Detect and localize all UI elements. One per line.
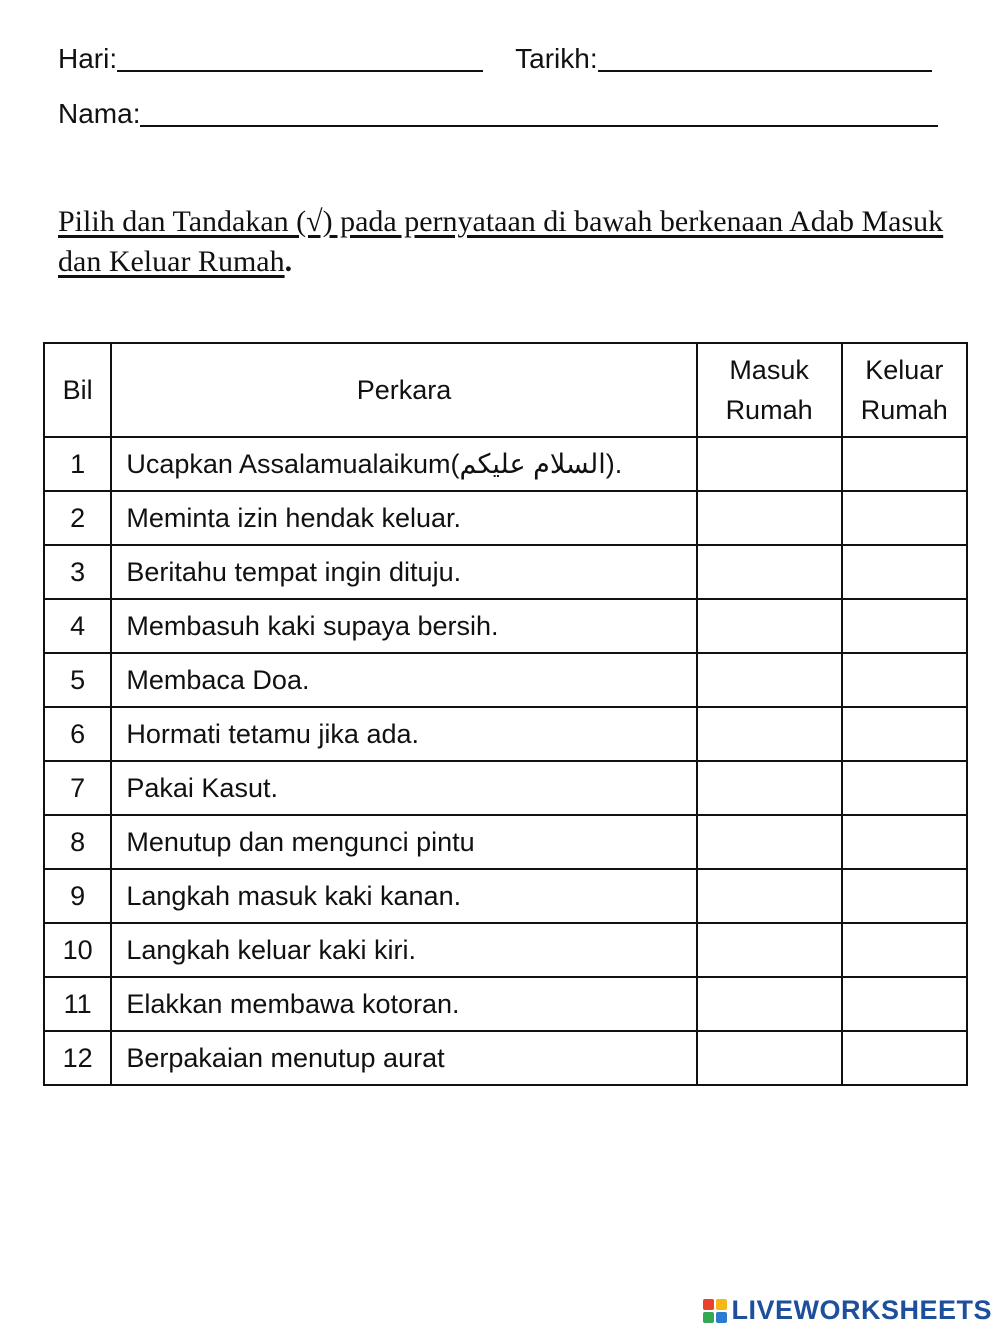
masuk-rumah-checkbox[interactable] (697, 923, 842, 977)
instruction (58, 202, 958, 282)
masuk-rumah-checkbox[interactable] (697, 437, 842, 491)
table-row (44, 491, 967, 545)
row-bil: 9 (44, 869, 111, 923)
row-perkara: Membaca Doa. (111, 653, 696, 707)
row-bil: 12 (44, 1031, 111, 1085)
masuk-rumah-checkbox[interactable] (697, 815, 842, 869)
row-perkara: Meminta izin hendak keluar. (111, 491, 696, 545)
keluar-rumah-checkbox[interactable] (842, 653, 967, 707)
keluar-rumah-checkbox[interactable] (842, 491, 967, 545)
keluar-rumah-checkbox[interactable] (842, 1031, 967, 1085)
header-keluar-line1: Keluar (865, 355, 944, 385)
row-perkara: Beritahu tempat ingin dituju. (111, 545, 696, 599)
row-bil: 7 (44, 761, 111, 815)
row-bil: 4 (44, 599, 111, 653)
row-bil: 5 (44, 653, 111, 707)
masuk-rumah-checkbox[interactable] (697, 545, 842, 599)
header-row-nama (58, 97, 938, 131)
header-row-hari-tarikh (58, 42, 932, 76)
row-bil: 1 (44, 437, 111, 491)
logo-square-green (703, 1312, 714, 1323)
row-bil: 3 (44, 545, 111, 599)
header-keluar-rumah (842, 343, 967, 437)
logo-square-yellow (716, 1299, 727, 1310)
row-bil: 8 (44, 815, 111, 869)
masuk-rumah-checkbox[interactable] (697, 599, 842, 653)
table-row (44, 1031, 967, 1085)
keluar-rumah-checkbox[interactable] (842, 761, 967, 815)
table-row (44, 815, 967, 869)
keluar-rumah-checkbox[interactable] (842, 923, 967, 977)
table-row (44, 707, 967, 761)
table-row (44, 437, 967, 491)
hari-label: Hari: (58, 43, 118, 74)
row-perkara: Menutup dan mengunci pintu (111, 815, 696, 869)
masuk-rumah-checkbox[interactable] (697, 653, 842, 707)
masuk-rumah-checkbox[interactable] (697, 869, 842, 923)
header-bil: Bil (44, 343, 111, 437)
nama-input-line[interactable] (140, 99, 938, 127)
row-perkara: Elakkan membawa kotoran. (111, 977, 696, 1031)
table-row (44, 599, 967, 653)
table-row (44, 869, 967, 923)
table-row (44, 977, 967, 1031)
row-perkara: Membasuh kaki supaya bersih. (111, 599, 696, 653)
liveworksheets-logo-icon (703, 1299, 727, 1323)
masuk-rumah-checkbox[interactable] (697, 1031, 842, 1085)
keluar-rumah-checkbox[interactable] (842, 815, 967, 869)
masuk-rumah-checkbox[interactable] (697, 707, 842, 761)
adab-table (43, 342, 968, 1086)
header-keluar-line2: Rumah (860, 395, 948, 425)
header-masuk-rumah (697, 343, 842, 437)
masuk-rumah-checkbox[interactable] (697, 761, 842, 815)
tarikh-label: Tarikh: (515, 43, 598, 74)
table-header-row (44, 343, 967, 437)
liveworksheets-brand (703, 1295, 992, 1326)
keluar-rumah-checkbox[interactable] (842, 545, 967, 599)
row-bil: 6 (44, 707, 111, 761)
table-row (44, 653, 967, 707)
tarikh-input-line[interactable] (598, 44, 932, 72)
logo-square-red (703, 1299, 714, 1310)
row-perkara: Berpakaian menutup aurat (111, 1031, 696, 1085)
header-masuk-line1: Masuk (729, 355, 809, 385)
table-row (44, 761, 967, 815)
nama-label: Nama: (58, 98, 141, 129)
row-perkara: Langkah masuk kaki kanan. (111, 869, 696, 923)
row-bil: 2 (44, 491, 111, 545)
brand-name: LIVEWORKSHEETS (731, 1295, 992, 1325)
masuk-rumah-checkbox[interactable] (697, 977, 842, 1031)
keluar-rumah-checkbox[interactable] (842, 437, 967, 491)
instruction-text: Pilih dan Tandakan (√) pada pernyataan di bawah berkenaan Adab Masuk dan Keluar Rumah (58, 205, 944, 278)
header-perkara: Perkara (111, 343, 696, 437)
row-perkara: Langkah keluar kaki kiri. (111, 923, 696, 977)
row-perkara: Hormati tetamu jika ada. (111, 707, 696, 761)
table-row (44, 923, 967, 977)
instruction-period: . (284, 245, 293, 278)
row-perkara: Pakai Kasut. (111, 761, 696, 815)
row-bil: 11 (44, 977, 111, 1031)
keluar-rumah-checkbox[interactable] (842, 869, 967, 923)
logo-square-blue (716, 1312, 727, 1323)
hari-input-line[interactable] (117, 44, 483, 72)
masuk-rumah-checkbox[interactable] (697, 491, 842, 545)
table-row (44, 545, 967, 599)
keluar-rumah-checkbox[interactable] (842, 707, 967, 761)
keluar-rumah-checkbox[interactable] (842, 977, 967, 1031)
row-bil: 10 (44, 923, 111, 977)
header-masuk-line2: Rumah (725, 395, 813, 425)
keluar-rumah-checkbox[interactable] (842, 599, 967, 653)
row-perkara: Ucapkan Assalamualaikum(السلام عليكم). (111, 437, 696, 491)
